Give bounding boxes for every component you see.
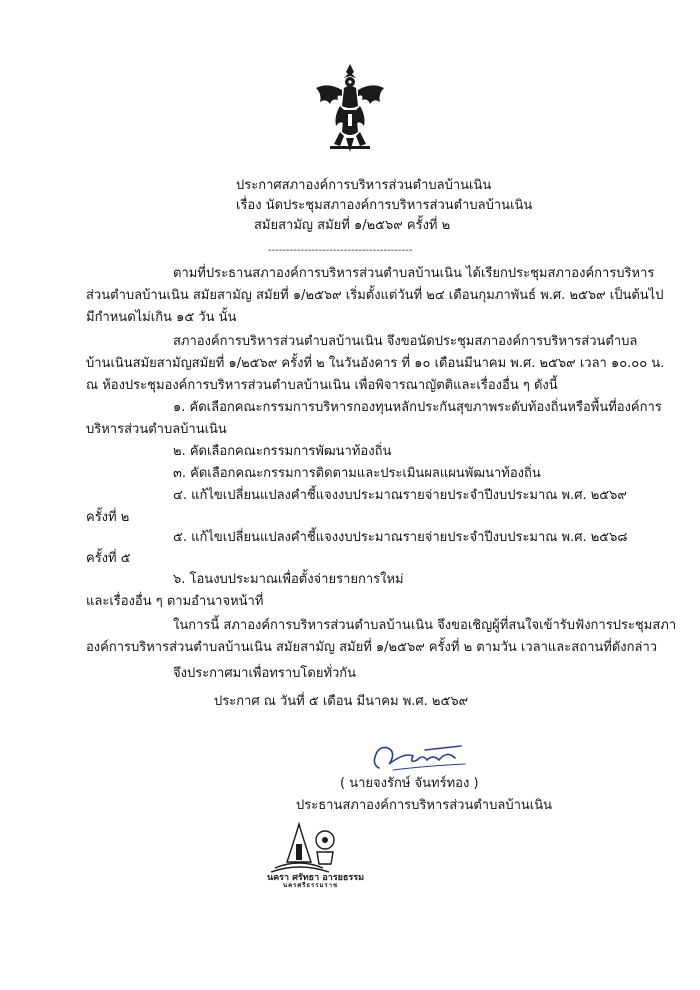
handwritten-signature [365, 738, 475, 778]
paragraph-1-line-2: ส่วนตำบลบ้านเนิน สมัยสามัญ สมัยที่ ๑/๒๕๖๙ เริ่มตั้งแต่วันที่ ๒๔ เดือนกุมภาพันธ์ พ.ศ. ๒๕๖๙ เป็นต้นไป [86, 288, 664, 303]
paragraph-1-line-3: มีกำหนดไม่เกิน ๑๕ วัน นั้น [86, 310, 237, 325]
paragraph-2-line-1: สภาองค์การบริหารส่วนตำบลบ้านเนิน จึงขอนัดประชุมสภาองค์การบริหารส่วนตำบล [173, 334, 638, 349]
agenda-item-5-line-2: ครั้งที่ ๕ [86, 551, 131, 566]
agenda-item-3: ๓. คัดเลือกคณะกรรมการติดตามและประเมินผลแผนพัฒนาท้องถิ่น [173, 466, 541, 481]
logo-province-name: นครศรีธรรมราช [283, 882, 339, 888]
logo-slogan: นครา ศรัทธา อารยธรรม [267, 873, 365, 883]
provincial-logo-icon [265, 818, 405, 888]
agenda-item-4-line-1: ๔. แก้ไขเปลี่ยนแปลงคำชี้แจงงบประมาณรายจ่ายประจำปีงบประมาณ พ.ศ. ๒๕๖๙ [173, 488, 627, 503]
paragraph-2-line-3: ณ ห้องประชุมองค์การบริหารส่วนตำบลบ้านเนิน เพื่อพิจารณาญัตติและเรื่องอื่น ๆ ดังนี้ [86, 378, 558, 393]
garuda-emblem-icon [310, 60, 390, 160]
agenda-item-6: ๖. โอนงบประมาณเพื่อตั้งจ่ายรายการใหม่ [173, 572, 404, 587]
document-session: สมัยสามัญ สมัยที่ ๑/๒๕๖๙ ครั้งที่ ๒ [254, 218, 451, 233]
agenda-other-matters: และเรื่องอื่น ๆ ตามอำนาจหน้าที่ [86, 594, 264, 609]
paragraph-2-line-2: บ้านเนินสมัยสามัญสมัยที่ ๑/๒๕๖๙ ครั้งที่ ๒ ในวันอังคาร ที่ ๑๐ เดือนมีนาคม พ.ศ. ๒๕๖๙ เวลา ๑๐.๐๐ น. [86, 356, 665, 371]
document-subject: เรื่อง นัดประชุมสภาองค์การบริหารส่วนตำบลบ้านเนิน [236, 198, 533, 213]
paragraph-3-line-1: ในการนี้ สภาองค์การบริหารส่วนตำบลบ้านเนิน จึงขอเชิญผู้ที่สนใจเข้ารับฟังการประชุมสภา [173, 618, 677, 633]
agenda-item-1-line-2: บริหารส่วนตำบลบ้านเนิน [86, 422, 227, 437]
agenda-item-4-line-2: ครั้งที่ ๒ [86, 510, 130, 525]
signatory-position: ประธานสภาองค์การบริหารส่วนตำบลบ้านเนิน [296, 798, 552, 813]
paragraph-3-line-2: องค์การบริหารส่วนตำบลบ้านเนิน สมัยสามัญ สมัยที่ ๑/๒๕๖๙ ครั้งที่ ๒ ตามวัน เวลาและสถานที่ดังกล่าว [86, 640, 658, 655]
paragraph-1-line-1: ตามที่ประธานสภาองค์การบริหารส่วนตำบลบ้านเนิน ได้เรียกประชุมสภาองค์การบริหาร [173, 266, 655, 281]
announcement-date: ประกาศ ณ วันที่ ๕ เดือน มีนาคม พ.ศ. ๒๕๖๙ [214, 694, 469, 709]
header-divider: ---------------------------------------- [268, 245, 413, 256]
announcement-text: จึงประกาศมาเพื่อทราบโดยทั่วกัน [173, 666, 357, 681]
agenda-item-5-line-1: ๕. แก้ไขเปลี่ยนแปลงคำชี้แจงงบประมาณรายจ่ายประจำปีงบประมาณ พ.ศ. ๒๕๖๘ [173, 530, 628, 545]
signatory-name: ( นายจงรักษ์ จันทร์ทอง ) [340, 776, 479, 791]
document-title: ประกาศสภาองค์การบริหารส่วนตำบลบ้านเนิน [236, 178, 492, 193]
agenda-item-2: ๒. คัดเลือกคณะกรรมการพัฒนาท้องถิ่น [173, 444, 392, 459]
agenda-item-1-line-1: ๑. คัดเลือกคณะกรรมการบริหารกองทุนหลักประกันสุขภาพระดับท้องถิ่นหรือพื้นที่องค์การ [173, 400, 662, 415]
